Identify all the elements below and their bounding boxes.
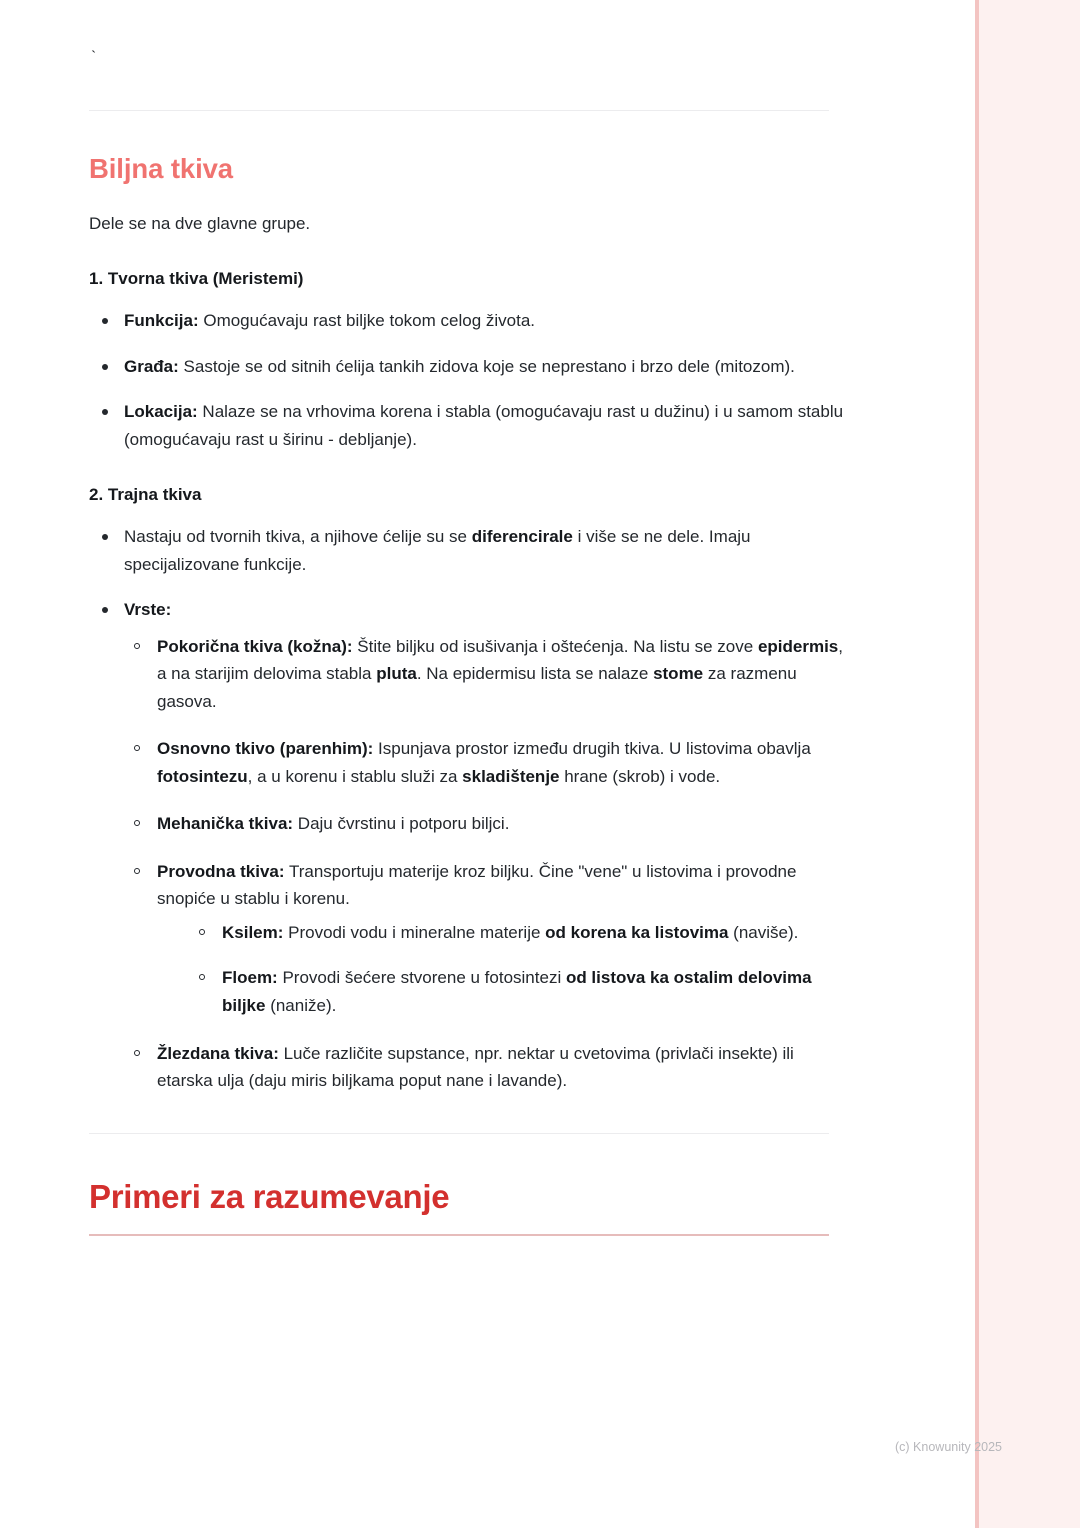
- item-emphasis: skladištenje: [462, 766, 560, 786]
- heading-trajna-tkiva: 2. Trajna tkiva: [89, 485, 202, 505]
- right-pink-rail: [975, 0, 1080, 1528]
- item-text: Omogućavaju rast biljke tokom celog života.: [198, 311, 535, 331]
- item-label: Lokacija:: [124, 402, 198, 422]
- list-item-mehanicka: [124, 810, 845, 838]
- list-tvorna-tkiva: [89, 307, 845, 453]
- list-item-provodna: [124, 858, 845, 1020]
- bullet-circle-icon: [134, 745, 140, 751]
- list-item-vrste: [89, 596, 845, 1094]
- item-text: . Na epidermisu lista se nalaze: [416, 664, 654, 684]
- item-text: Štite biljku od isušivanja i oštećenja. Na listu se zove: [352, 636, 758, 656]
- bullet-circle-icon: [199, 929, 205, 935]
- item-text: i više se ne dele. Imaju specijalizovane funkcije.: [124, 527, 751, 574]
- item-emphasis: diferencirale: [471, 527, 573, 547]
- item-text: Transportuju materije kroz biljku. Čine "vene" u listovima i provodne snopiće u stablu i korenu.: [157, 861, 797, 909]
- list-item-pokoricna: [124, 633, 845, 716]
- item-label: Ksilem:: [222, 922, 284, 942]
- bullet-disc-icon: [102, 409, 108, 415]
- item-emphasis: od listova ka ostalim delovima biljke: [222, 968, 812, 1015]
- list-trajna-tkiva: [89, 523, 845, 1095]
- lead-paragraph: Dele se na dve glavne grupe.: [89, 214, 311, 233]
- item-label: Pokorična tkiva (kožna):: [157, 636, 353, 656]
- item-label: Vrste:: [124, 600, 172, 620]
- heading-tvorna-tkiva: 1. Tvorna tkiva (Meristemi): [89, 269, 304, 289]
- bullet-circle-icon: [199, 974, 205, 980]
- item-label: Mehanička tkiva:: [157, 814, 294, 834]
- item-emphasis: fotosintezu: [157, 766, 248, 786]
- item-label: Građa:: [124, 356, 179, 376]
- item-text: za razmenu gasova.: [157, 664, 797, 711]
- item-label: Žlezdana tkiva:: [157, 1043, 279, 1063]
- item-label: Osnovno tkivo (parenhim):: [157, 739, 374, 759]
- list-item: [89, 398, 845, 453]
- item-label: Floem:: [222, 968, 278, 988]
- item-text: Nastaju od tvornih tkiva, a njihove ćelije su se: [124, 527, 472, 547]
- copyright-notice: (c) Knowunity 2025: [895, 1440, 1003, 1454]
- item-text: hrane (skrob) i vode.: [559, 766, 721, 786]
- bullet-disc-icon: [102, 364, 108, 370]
- examples-underline: [89, 1234, 829, 1236]
- bottom-divider: [89, 1133, 829, 1134]
- page-title: Biljna tkiva: [89, 153, 233, 184]
- bullet-disc-icon: [102, 607, 108, 613]
- list-vrste-tkiva: [124, 633, 845, 1095]
- list-item-zlezdana: [124, 1040, 845, 1095]
- bullet-disc-icon: [102, 318, 108, 324]
- bullet-circle-icon: [134, 643, 140, 649]
- item-text: Sastoje se od sitnih ćelija tankih zidova koje se neprestano i brzo dele (mitozom).: [178, 356, 795, 376]
- item-emphasis: stome: [653, 664, 704, 684]
- item-text: Daju čvrstinu i potporu biljci.: [293, 814, 510, 834]
- list-item-floem: [189, 964, 845, 1019]
- list-item-ksilem: [189, 919, 845, 947]
- item-text: Provodi šećere stvorene u fotosintezi: [277, 968, 566, 988]
- item-emphasis: pluta: [376, 664, 417, 684]
- item-label: Provodna tkiva:: [157, 861, 285, 881]
- item-text: Ispunjava prostor između drugih tkiva. U listovima obavlja: [373, 739, 811, 759]
- item-label: Funkcija:: [124, 311, 199, 331]
- list-item-osnovno: [124, 735, 845, 790]
- item-text: , a u korenu i stablu služi za: [247, 766, 463, 786]
- item-emphasis: od korena ka listovima: [545, 922, 729, 942]
- list-item: [89, 307, 845, 335]
- bullet-circle-icon: [134, 820, 140, 826]
- top-divider: [89, 110, 829, 111]
- item-text: Nalaze se na vrhovima korena i stabla (omogućavaju rast u dužinu) i u samom stablu (omogućavaju rast u širinu - debljanje).: [124, 402, 844, 449]
- item-text: (naniže).: [265, 995, 337, 1015]
- bullet-circle-icon: [134, 1050, 140, 1056]
- bullet-circle-icon: [134, 868, 140, 874]
- examples-heading: Primeri za razumevanje: [89, 1177, 450, 1215]
- list-item: [89, 353, 845, 381]
- bullet-disc-icon: [102, 534, 108, 540]
- list-item: [89, 523, 845, 578]
- list-provodna-children: [157, 919, 845, 1020]
- item-text: , a na starijim delovima stabla: [157, 636, 843, 684]
- stray-backtick-mark: `: [89, 49, 99, 66]
- item-emphasis: epidermis: [757, 636, 839, 656]
- item-text: Luče različite supstance, npr. nektar u cvetovima (privlači insekte) ili etarska ulja (daju miris biljkama poput nane i lavande).: [157, 1043, 794, 1091]
- item-text: Provodi vodu i mineralne materije: [283, 922, 546, 942]
- item-text: (naviše).: [728, 922, 799, 942]
